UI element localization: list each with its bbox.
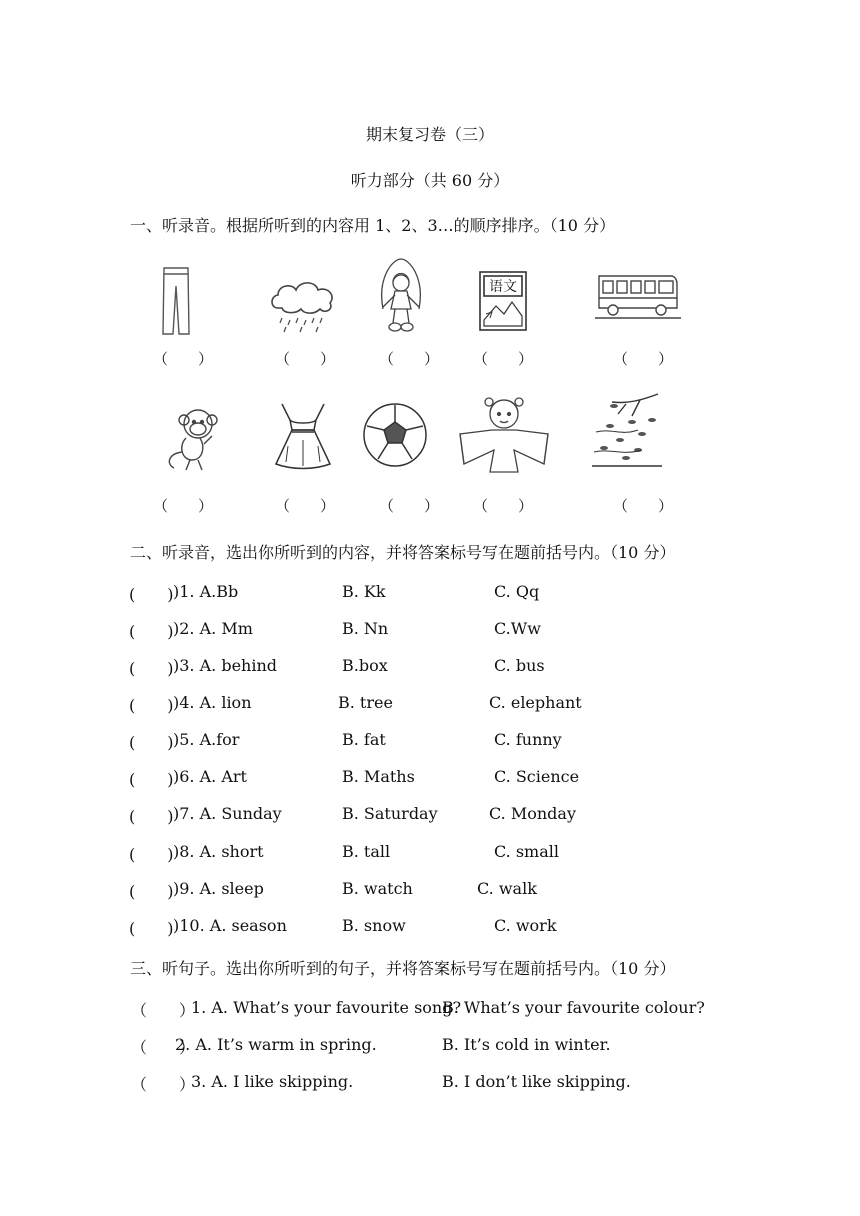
question-row xyxy=(129,916,729,940)
autumn-wind-tree-icon xyxy=(592,392,662,470)
option-a: )6. A. Art xyxy=(173,767,247,786)
option-b: B. Kk xyxy=(342,582,386,601)
answer-blank[interactable]: （ ） xyxy=(131,1001,196,1020)
girl-skipping-rope-icon xyxy=(373,257,429,337)
option-a: )7. A. Sunday xyxy=(173,804,282,823)
question-row xyxy=(129,879,729,903)
question-row xyxy=(129,804,729,828)
option-c: C. funny xyxy=(494,730,562,749)
answer-blank[interactable]: （ ） xyxy=(131,1038,196,1057)
option-a: 2. A. It’s warm in spring. xyxy=(175,1035,377,1054)
question-row xyxy=(129,767,729,791)
option-b: B. What’s your favourite colour? xyxy=(442,998,705,1017)
bus-icon xyxy=(595,268,681,324)
option-b: B. tree xyxy=(338,693,393,712)
option-b: B. Nn xyxy=(342,619,389,638)
sentence-row xyxy=(131,1072,751,1096)
section-2-heading: 二、听录音，选出你所听到的内容，并将答案标号写在题前括号内。（10 分） xyxy=(130,543,676,562)
section-3-heading: 三、听句子。选出你所听到的句子，并将答案标号写在题前括号内。（10 分） xyxy=(130,959,676,978)
answer-blank-3[interactable]: （ ） xyxy=(379,350,440,368)
answer-blank[interactable]: ( ) xyxy=(129,845,174,864)
option-a: )4. A. lion xyxy=(173,693,252,712)
answer-blank[interactable]: ( ) xyxy=(129,585,174,604)
option-c: C. bus xyxy=(494,656,545,675)
option-a: )5. A.for xyxy=(173,730,240,749)
football-icon xyxy=(362,402,428,468)
girl-dancing-icon xyxy=(454,392,554,474)
answer-blank-9[interactable]: （ ） xyxy=(473,497,534,515)
svg-text:语文: 语文 xyxy=(489,279,517,295)
dress-icon xyxy=(268,400,338,472)
question-row xyxy=(129,619,729,643)
question-row xyxy=(129,842,729,866)
option-b: B. I don’t like skipping. xyxy=(442,1072,631,1091)
question-row xyxy=(129,693,729,717)
answer-blank-5[interactable]: （ ） xyxy=(613,350,674,368)
option-b: B. Saturday xyxy=(342,804,438,823)
option-a: )9. A. sleep xyxy=(173,879,264,898)
answer-blank-10[interactable]: （ ） xyxy=(613,497,674,515)
option-c: C. Monday xyxy=(489,804,576,823)
option-c: C. Science xyxy=(494,767,580,786)
option-c: C.Ww xyxy=(494,619,541,638)
option-b: B. snow xyxy=(342,916,406,935)
option-a: 1. A. What’s your favourite song? xyxy=(191,998,462,1017)
sentence-row xyxy=(131,1035,751,1059)
option-b: B.box xyxy=(342,656,388,675)
answer-blank[interactable]: ( ) xyxy=(129,733,174,752)
answer-blank[interactable]: （ ） xyxy=(131,1075,196,1094)
answer-blank[interactable]: ( ) xyxy=(129,919,174,938)
option-a: )8. A. short xyxy=(173,842,264,861)
option-c: C. walk xyxy=(477,879,537,898)
option-a: )3. A. behind xyxy=(173,656,277,675)
answer-blank-1[interactable]: （ ） xyxy=(153,350,214,368)
question-row xyxy=(129,656,729,680)
option-b: B. tall xyxy=(342,842,391,861)
option-c: C. Qq xyxy=(494,582,540,601)
monkey-icon xyxy=(160,402,222,474)
answer-blank-7[interactable]: （ ） xyxy=(275,497,336,515)
rain-cloud-icon xyxy=(268,278,336,334)
option-a: )1. A.Bb xyxy=(173,582,239,601)
option-c: C. small xyxy=(494,842,559,861)
section-1-heading: 一、听录音。根据所听到的内容用 1、2、3…的顺序排序。（10 分） xyxy=(130,216,616,235)
chinese-book-icon xyxy=(478,270,528,332)
option-a: 3. A. I like skipping. xyxy=(191,1072,354,1091)
option-b: B. Maths xyxy=(342,767,415,786)
answer-blank[interactable]: ( ) xyxy=(129,770,174,789)
answer-blank[interactable]: ( ) xyxy=(129,696,174,715)
option-a: )2. A. Mm xyxy=(173,619,253,638)
question-row xyxy=(129,730,729,754)
answer-blank[interactable]: ( ) xyxy=(129,659,174,678)
option-c: C. elephant xyxy=(489,693,582,712)
option-a: )10. A. season xyxy=(173,916,287,935)
answer-blank[interactable]: ( ) xyxy=(129,622,174,641)
question-row xyxy=(129,582,729,606)
answer-blank-4[interactable]: （ ） xyxy=(473,350,534,368)
answer-blank-8[interactable]: （ ） xyxy=(379,497,440,515)
answer-blank[interactable]: ( ) xyxy=(129,807,174,826)
sentence-row xyxy=(131,998,751,1022)
option-b: B. watch xyxy=(342,879,413,898)
option-b: B. fat xyxy=(342,730,386,749)
answer-blank[interactable]: ( ) xyxy=(129,882,174,901)
answer-blank-6[interactable]: （ ） xyxy=(153,497,214,515)
page-subtitle: 听力部分（共 60 分） xyxy=(350,171,510,190)
answer-blank-2[interactable]: （ ） xyxy=(275,350,336,368)
option-c: C. work xyxy=(494,916,557,935)
page-title: 期末复习卷（三） xyxy=(365,125,494,144)
trousers-icon xyxy=(160,266,192,336)
option-b: B. It’s cold in winter. xyxy=(442,1035,611,1054)
